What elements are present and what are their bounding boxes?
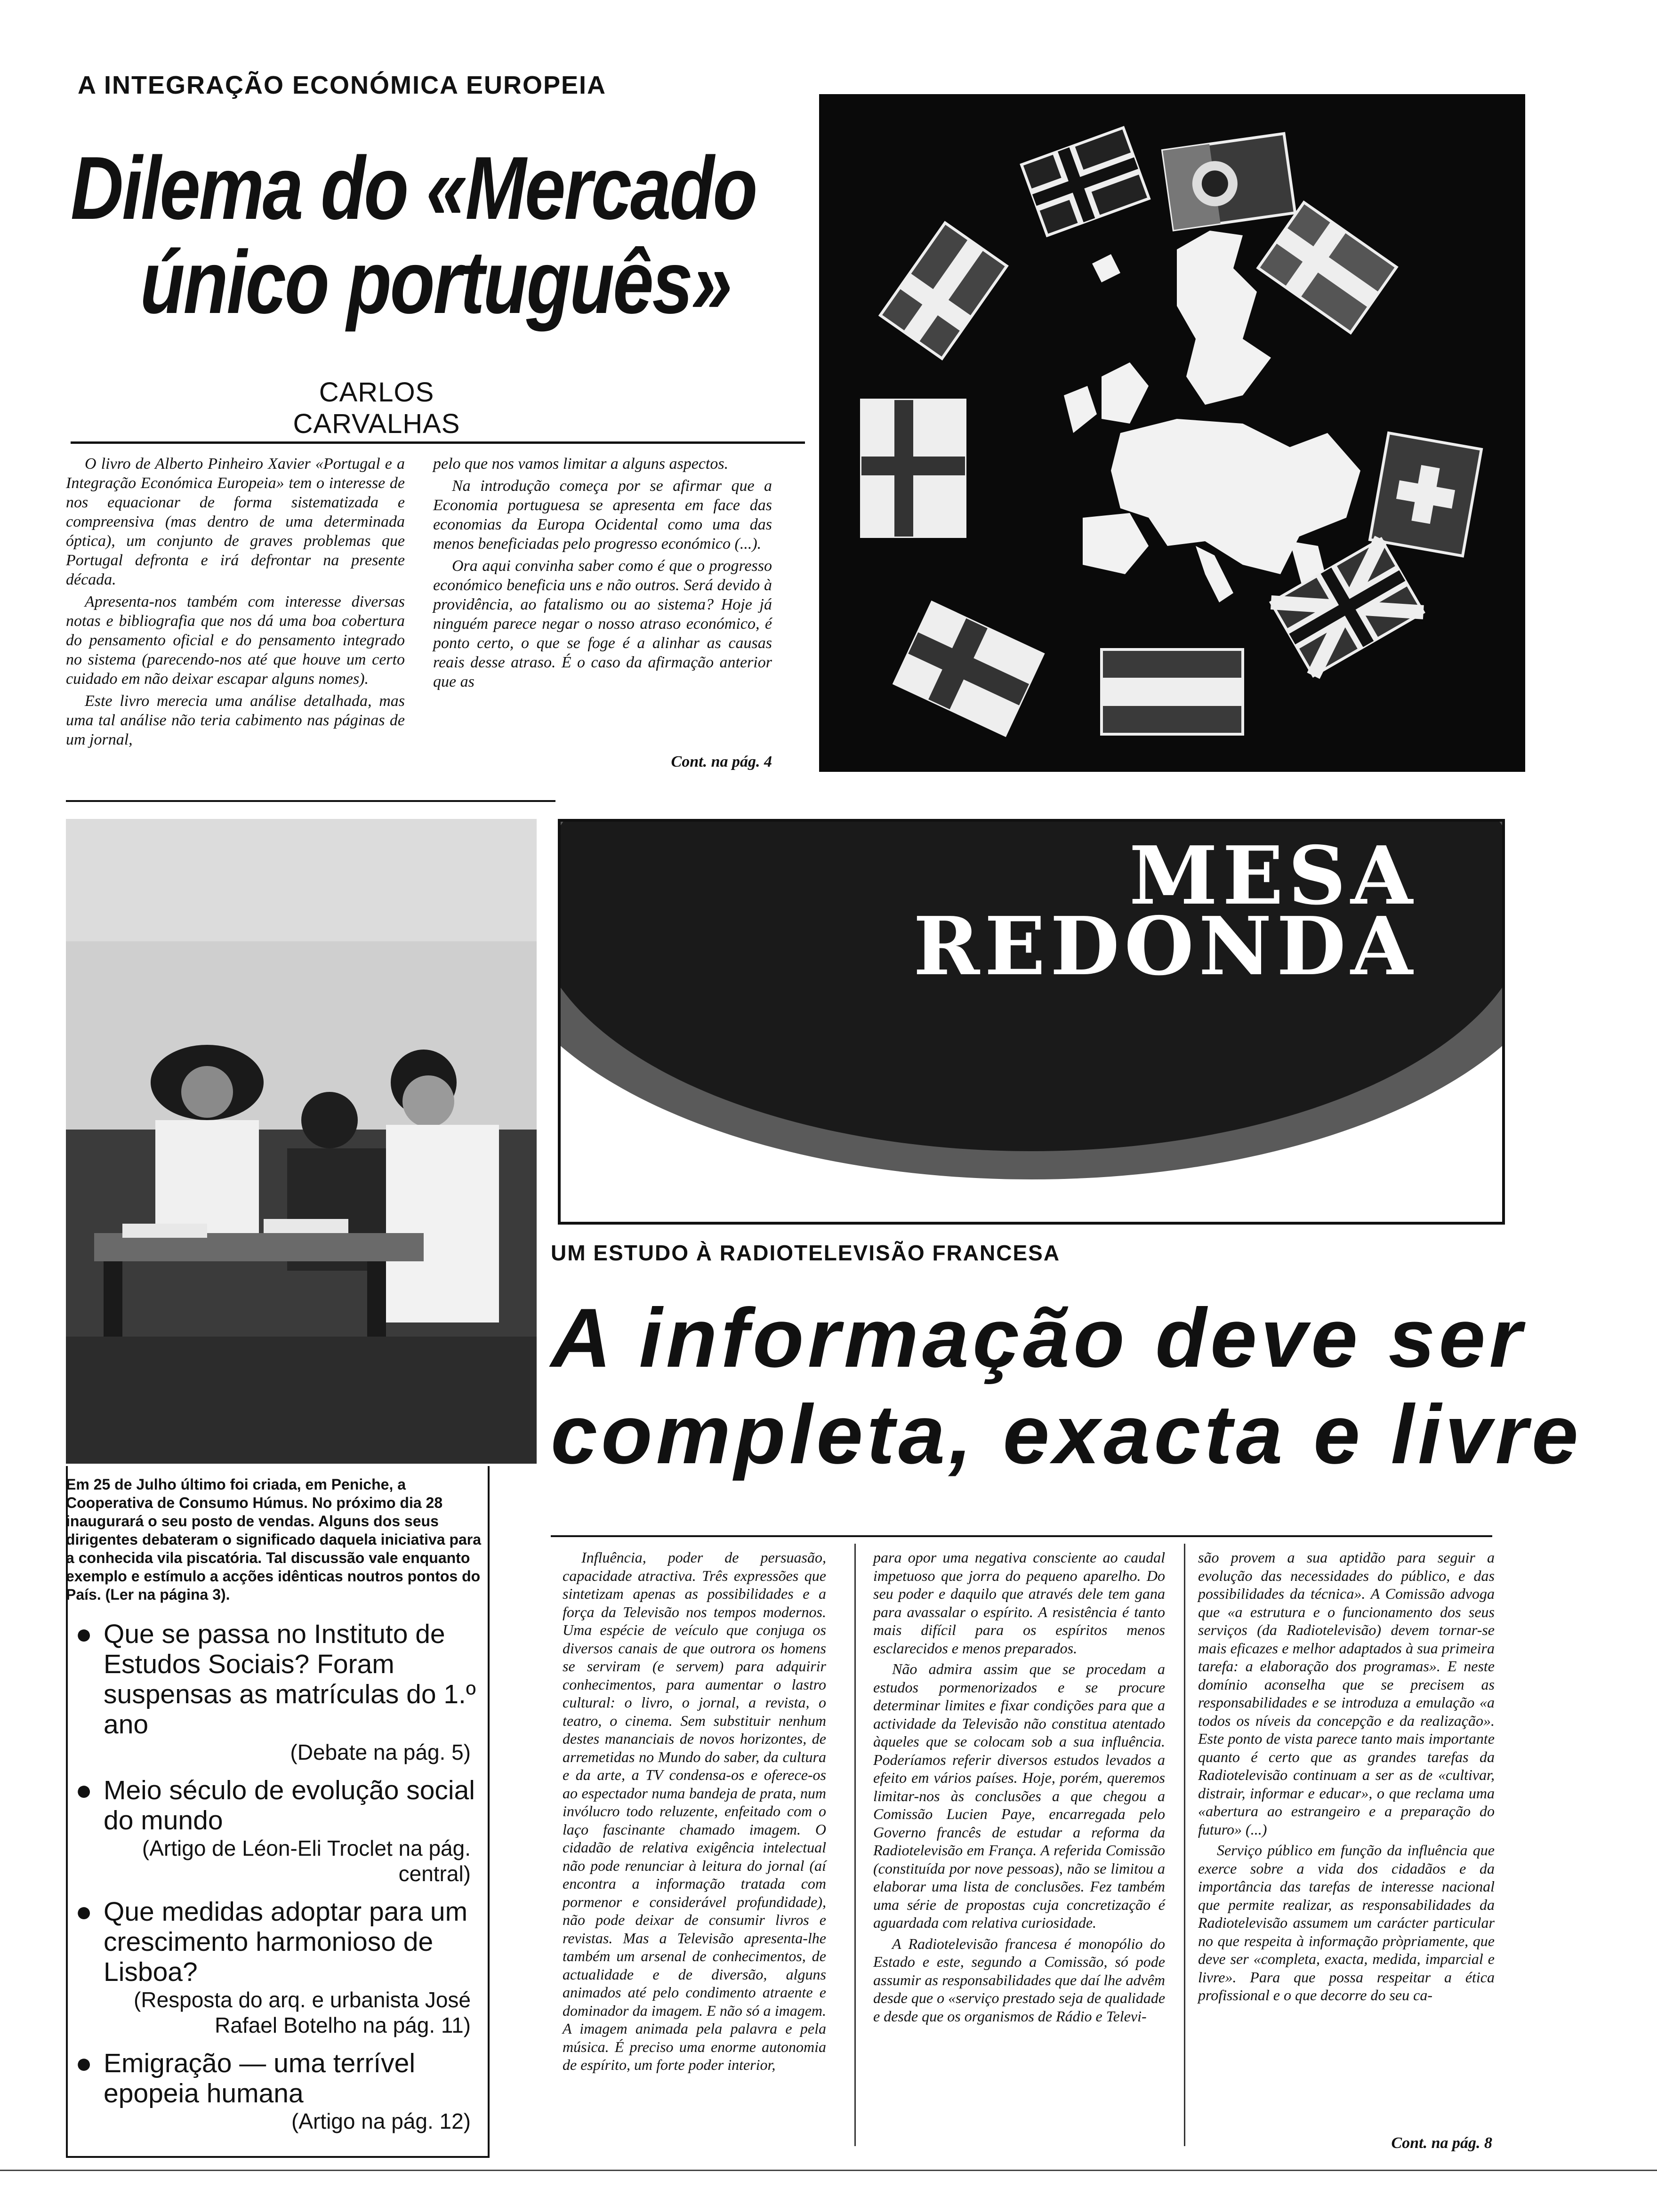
headline-line-2: completa, exacta e livre — [551, 1387, 1582, 1481]
headline-mercado — [71, 138, 756, 332]
flag-united-kingdom — [1271, 539, 1424, 676]
flag-austria — [1102, 649, 1243, 734]
teaser-ref: (Artigo de Léon-Eli Troclet na pág. central) — [142, 1836, 471, 1886]
flag-portugal — [1163, 134, 1295, 230]
europe-map-graphic — [819, 94, 1525, 772]
teaser-text: Meio século de evolução social do mundo — [104, 1775, 475, 1835]
top-article-column-2 — [433, 454, 772, 694]
teaser-ref: (Artigo na pág. 12) — [291, 2109, 471, 2133]
column-divider — [854, 1544, 856, 2146]
section-kicker: A INTEGRAÇÃO ECONÓMICA EUROPEIA — [78, 71, 607, 99]
section-divider — [66, 800, 555, 802]
paragraph: Apresenta-nos também com interesse diversas notas e bibliografia que nos dá uma boa cobertura do pensamento oficial e do pensamento integrado no sistema (parecendo-nos até que houve um certo cuidado em não deixar escapar alguns nomes). — [66, 593, 405, 688]
mesa-redonda-banner — [558, 819, 1505, 1225]
top-article-column-1 — [66, 454, 405, 752]
paragraph: O livro de Alberto Pinheiro Xavier «Portugal e a Integração Económica Europeia» tem o interesse de nos equacionar de forma sistematizada e compreensiva (mas dentro de uma determinada óptica), um conjunto de graves problemas que Portugal defronta e irá defrontar na presente década. — [66, 455, 405, 588]
teasers-box-border — [66, 1466, 490, 2158]
paragraph: pelo que nos vamos limitar a alguns aspectos. — [433, 455, 729, 473]
paragraph: Ora aqui convinha saber como é que o progresso económico beneficia uns e não outros. Será devido à providência, ao fatalismo ou ao sistema? Hoje já ninguém parece negar o nosso atraso económico, é ponto certo, o que se foge é a alinhar as causas reais desse atraso. É o caso da afirmação anterior que as — [433, 557, 772, 690]
paragraph: Serviço público em função da influência que exerce sobre a vida dos cidadãos e da importância das tarefas de interesse nacional que permite realizar, as responsabilidades da Radiotelevisão assumem um carácter particular no que respeita à informação pròpriamente, que deve ser «completa, exacta, medida, imparcial e livre». Para que possa respeitar a ética profissional e o que decorre do seu ca- — [1198, 1842, 1495, 2004]
bullet-icon: ● — [75, 1774, 93, 1806]
paragraph: Este livro merecia uma análise detalhada, mas uma tal análise não teria cabimento nas páginas de um jornal, — [66, 692, 405, 748]
photo-caption: Em 25 de Julho último foi criada, em Peniche, a Cooperativa de Consumo Húmus. No próximo dia 28 inaugurará o seu posto de vendas. Alguns dos seus dirigentes debateram o significado daquela iniciativa para a conhecida vila piscatória. Tal discussão vale enquanto exemplo e estímulo a acções idênticas noutros pontos do País. (Ler na página 3). — [66, 1476, 482, 1603]
paragraph: Na introdução começa por se afirmar que a Economia portuguesa se apresenta em face das economias da Europa Ocidental como uma das menos beneficiadas pelo progresso económico (...). — [433, 477, 772, 553]
teaser-ref: (Debate na pág. 5) — [290, 1740, 471, 1764]
article-column-3 — [1198, 1548, 1495, 2007]
headline-rule — [71, 441, 805, 444]
page-bottom-rule — [0, 2170, 1657, 2171]
headline-line-1: A informação deve ser — [551, 1291, 1526, 1385]
mesa-line-1: MESA — [1129, 829, 1417, 923]
bullet-icon: ● — [75, 1896, 93, 1927]
headline-line-2: único português» — [140, 232, 731, 332]
paragraph: Influência, poder de persuasão, capacidade atractiva. Três expressões que sintetizam apenas as possibilidades e a força da Televisão nos tempos modernos. Uma espécie de veículo que conjuga os diversos canais de que outrora os homens se serviram (e servem) para adquirir conhecimentos, para aumentar o lastro cultural: o livro, o jornal, a revista, o teatro, o cinema. Sem substituir nenhum destes mananciais de novos horizontes, de arremetidas no Mundo do saber, da cultura e da arte, a TV condensa-os e oferece-os ao espectador numa bandeja de prata, num invólucro todo reluzente, enfeitado com o laço fascinante chamado imagem. O cidadão de relativa exigência intelectual não pode renunciar à leitura do jornal (aí encontra a informação tratada com pormenor e considerável profundidade), não pode deixar de consumir livros e revistas. Mas a Televisão apresenta-lhe também um arsenal de conhecimentos, de actualidade e de diversão, alguns animados até pelo condimento atraente e dominador da imagem. E não só a imagem. A imagem animada pela palavra e pela música. É preciso uma enorme autonomia de espírito, um forte poder interior, — [563, 1549, 826, 2073]
headline-rule — [551, 1535, 1492, 1537]
flag-iceland — [894, 602, 1043, 735]
column-divider — [1184, 1544, 1185, 2146]
europe-flags-illustration — [819, 94, 1525, 772]
paragraph: A Radiotelevisão francesa é monopólio do Estado e este, segundo a Comissão, só pode assumir as responsabilidades que daí lhe advêm desde que o «serviço prestado seja de qualidade e desde que os organismos de Rádio e Televi- — [873, 1935, 1166, 2025]
mesa-redonda-title — [796, 829, 1417, 994]
cooperative-photo — [66, 819, 537, 1464]
article-kicker: UM ESTUDO À RADIOTELEVISÃO FRANCESA — [551, 1241, 1061, 1265]
mesa-line-2: REDONDA — [913, 899, 1417, 994]
teaser-text: Que se passa no Instituto de Estudos Sociais? Foram suspensas as matrículas do 1.º ano — [104, 1619, 476, 1739]
teaser-text: Emigração — uma terrível epopeia humana — [104, 2048, 416, 2108]
flag-sweden — [1258, 202, 1396, 333]
flag-switzerland — [1370, 433, 1481, 556]
paragraph: para opor uma negativa consciente ao caudal impetuoso que jorra do pequeno aparelho. Do seu poder e daquilo que através dele tem gana para avassalar o espírito. A resistência é tanto mais difícil para os espíritos menos esclarecidos e menos preparados. — [873, 1549, 1165, 1657]
flag-norway — [1022, 128, 1149, 235]
paragraph: são provem a sua aptidão para seguir a evolução das necessidades do público, e das possibilidades da técnica». A Comissão advoga que «a estrutura e o funcionamento dos seus serviços (da Radiotelevisão) devem tornar-se mais eficazes e melhor adaptados à sua primeira tarefa: a elaboração dos programas». E neste domínio aconselha que se precisem as responsabilidades e se introduza a emulação «a todos os níveis da concepção e da realização». Este ponto de vista parece tanto mais importante quanto é certo que as grandes tarefas da Radiotelevisão continuam a ser as de «cultivar, distrair, informar e educar», o que reclama uma «abertura ao estrangeiro e a preparação do futuro» (...) — [1198, 1549, 1495, 1838]
article-column-1 — [563, 1548, 826, 2077]
flag-denmark — [880, 223, 1007, 358]
continued-note: Cont. na pág. 4 — [671, 753, 772, 770]
byline: CARLOS CARVALHAS — [293, 377, 460, 439]
teaser-text: Que medidas adoptar para um crescimento harmonioso de Lisboa? — [104, 1897, 468, 1987]
flag-finland — [861, 400, 965, 537]
article-column-2 — [873, 1548, 1165, 2028]
photo-graphic — [66, 819, 537, 1464]
teaser-ref: (Resposta do arq. e urbanista José Rafael Botelho na pág. 11) — [134, 1988, 471, 2037]
paragraph: Não admira assim que se procedam a estudos pormenorizados e se procure determinar limites e fixar condições para que a actividade da Televisão não constitua atentado àqueles que se colocam sob a sua influência. Poderíamos referir diversos estudos levados a efeito em vários países. Hoje, porém, queremos limitar-nos às conclusões a que chegou a Comissão Lucien Paye, encarregada pelo Governo francês de estudar a reforma da Radiotelevisão em França. A referida Comissão (constituída por nove pessoas), não se limitou a elaborar uma lista de conclusões. Fez também uma série de propostas cuja concretização é aguardada com relativa curiosidade. — [873, 1660, 1165, 1931]
headline-line-1: Dilema do «Mercado — [71, 138, 756, 238]
bullet-icon: ● — [75, 1618, 93, 1650]
bullet-icon: ● — [75, 2047, 93, 2079]
headline-informacao — [551, 1290, 1582, 1483]
continued-note: Cont. na pág. 8 — [1391, 2134, 1492, 2152]
